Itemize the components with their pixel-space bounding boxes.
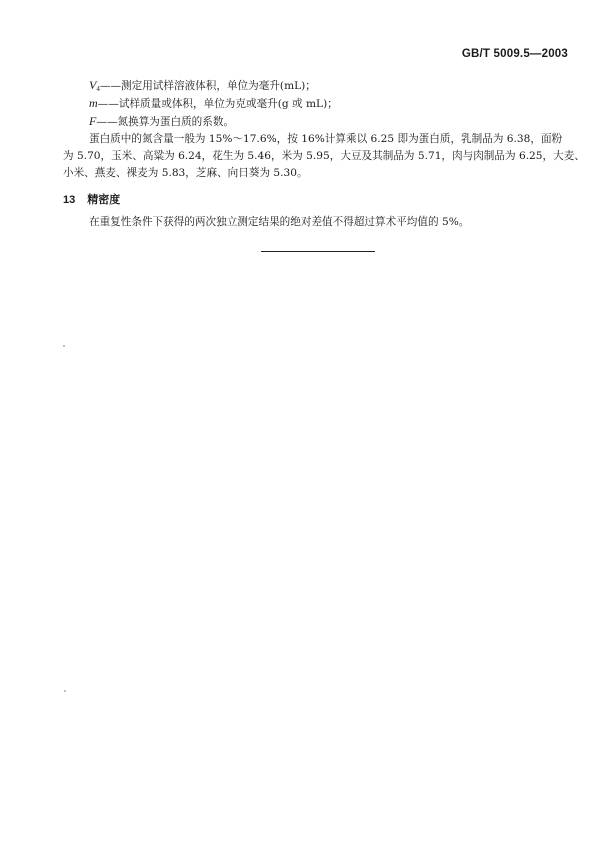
- definition-symbol: m: [89, 96, 98, 110]
- definition-dash: ——: [97, 98, 119, 110]
- standard-code: GB/T 5009.5—2003: [461, 48, 568, 60]
- definition-symbol: V: [89, 78, 97, 92]
- section-heading: [63, 191, 120, 207]
- section-title: 精密度: [87, 194, 121, 206]
- definition-v4: [89, 77, 316, 97]
- precision-paragraph: 在重复性条件下获得的两次独立测定结果的绝对差值不得超过算术平均值的 5%。: [89, 216, 470, 228]
- paragraph-line-1: 蛋白质中的氮含量一般为 15%～17.6%，按 16%计算乘以 6.25 即为蛋白质，乳制品为 6.38，面粉: [89, 133, 563, 145]
- end-rule: [261, 251, 375, 252]
- paragraph-line-2: 为 5.70，玉米、高粱为 6.24，花生为 5.46，米为 5.95，大豆及其制品为 5.71，肉与肉制品为 6.25，大麦、: [63, 150, 585, 162]
- scan-speck: [63, 345, 65, 347]
- definition-dash: ——: [99, 80, 122, 92]
- definition-m: [89, 95, 338, 112]
- definition-subscript: 4: [96, 85, 100, 93]
- definition-f: [89, 113, 234, 130]
- scan-speck: [64, 690, 66, 692]
- definition-symbol: F: [89, 114, 97, 128]
- section-number: 13: [63, 194, 76, 206]
- definition-dash: ——: [96, 116, 118, 128]
- paragraph-line-3: 小米、燕麦、裸麦为 5.83，芝麻、向日葵为 5.30。: [63, 167, 308, 179]
- definition-text: 测定用试样溶液体积，单位为毫升(mL)；: [121, 80, 316, 92]
- definition-text: 试样质量或体积，单位为克或毫升(g 或 mL)；: [118, 98, 338, 110]
- definition-text: 氮换算为蛋白质的系数。: [117, 116, 235, 128]
